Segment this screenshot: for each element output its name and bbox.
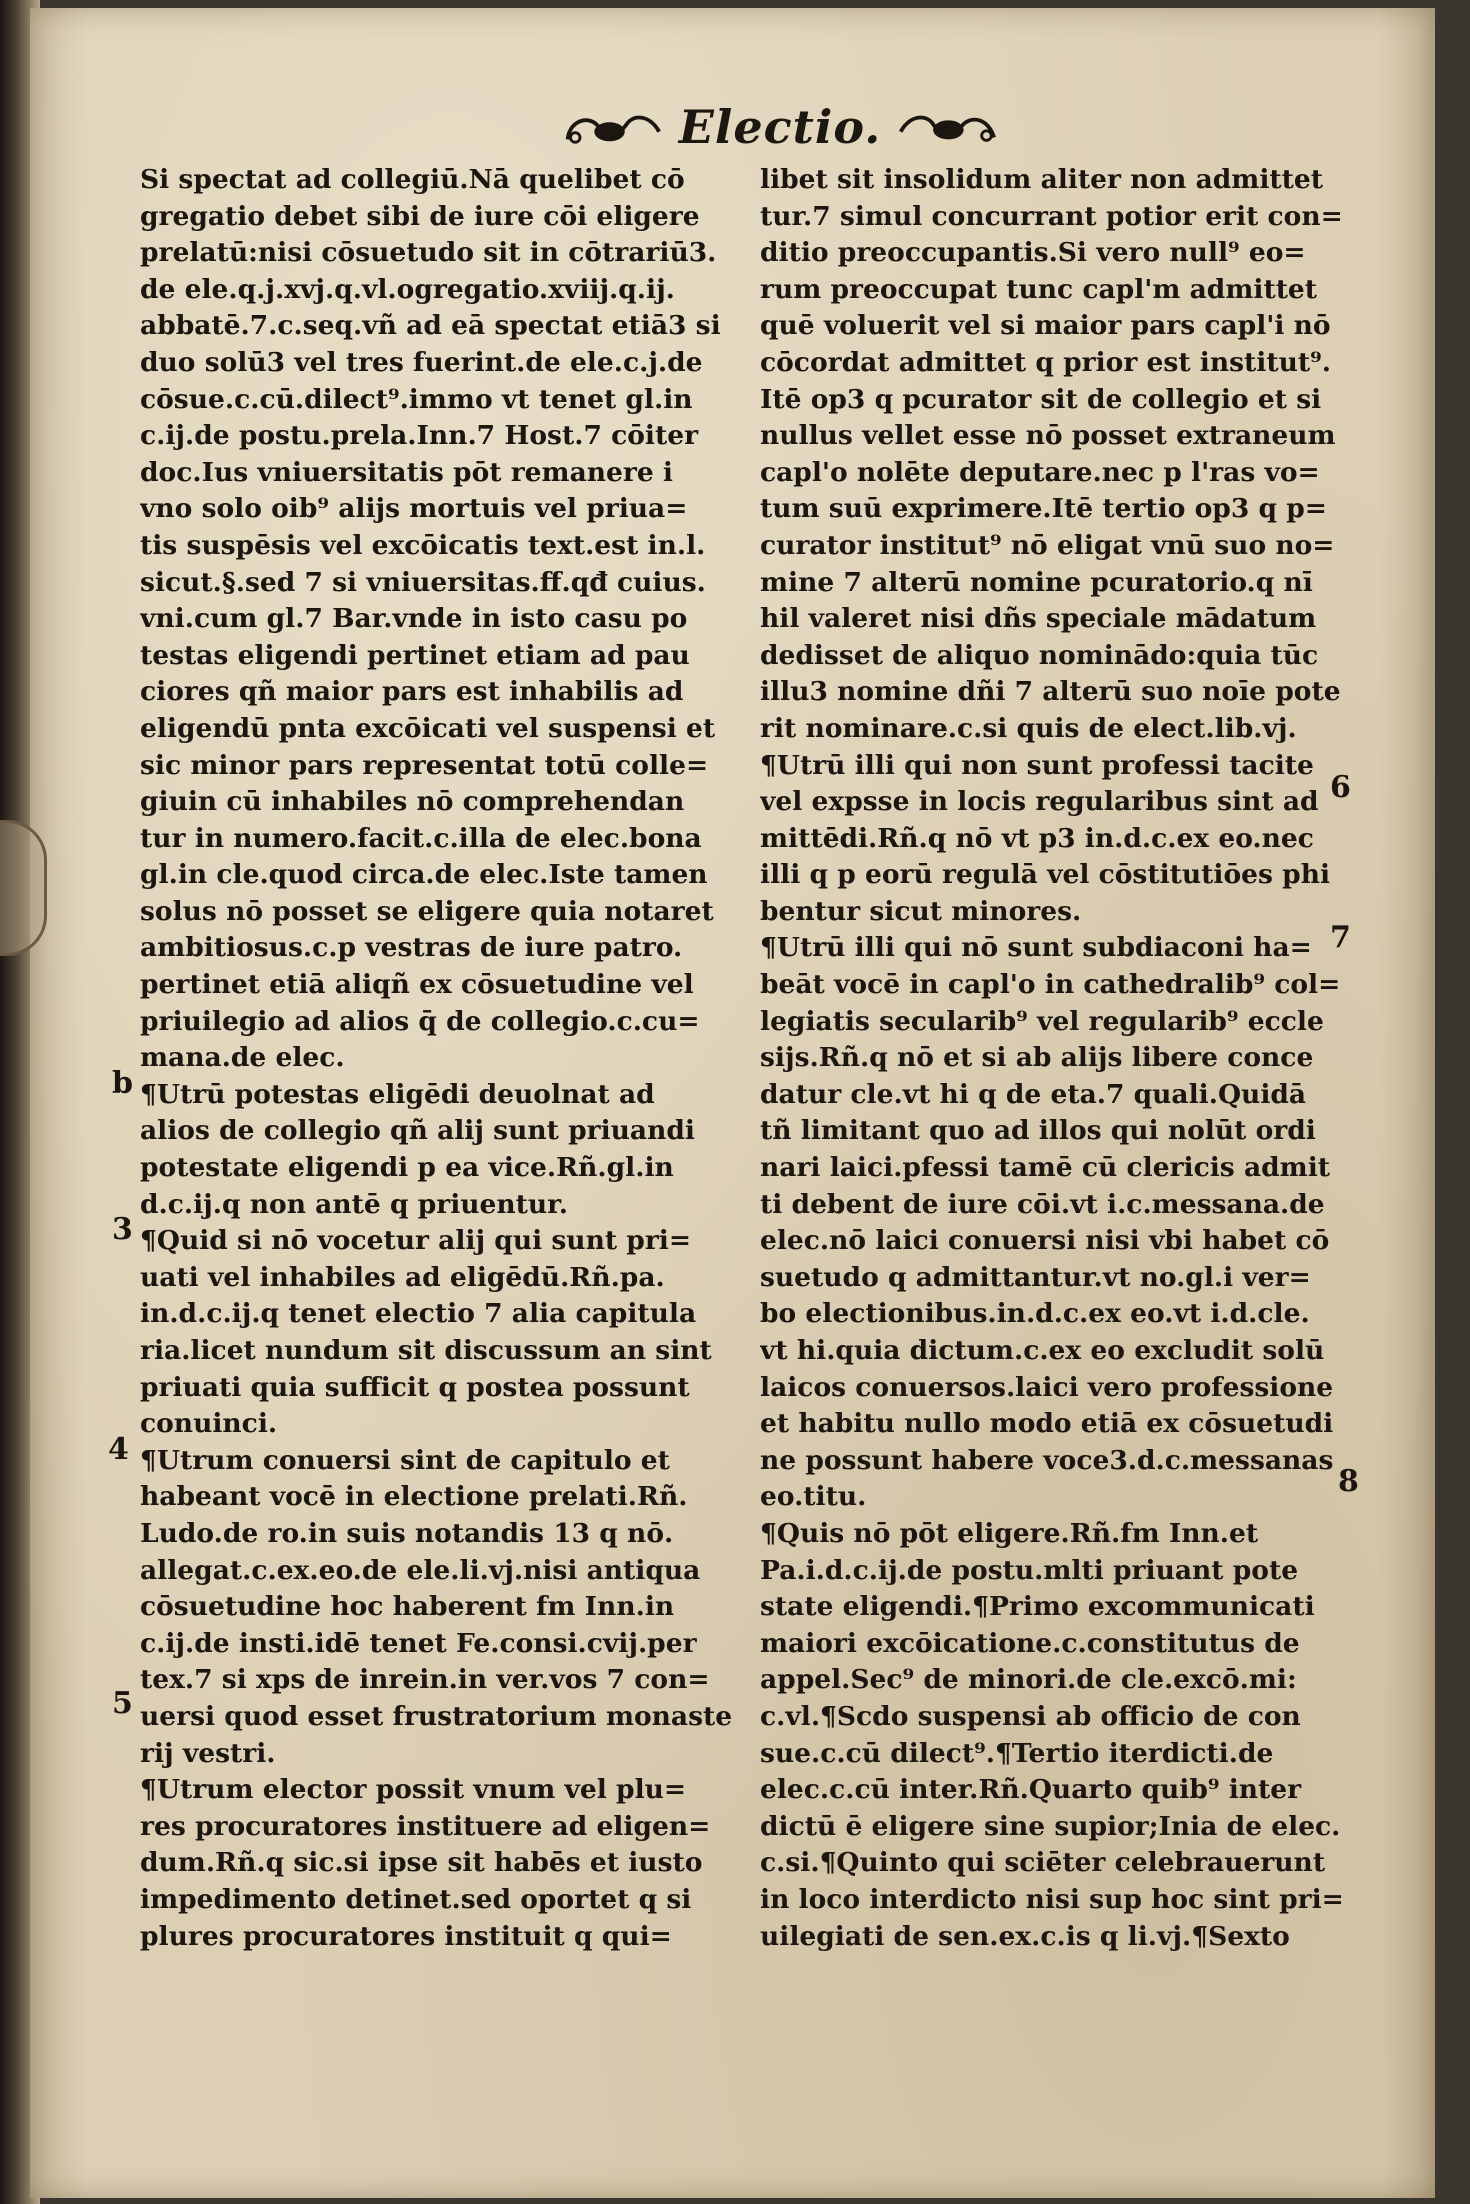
text-line: duo solū3 vel tres fuerint.de ele.c.j.de [140, 346, 703, 378]
text-line: ¶Utrū potestas eligēdi deuolnat ad [140, 1078, 655, 1110]
text-line: et habitu nullo modo etiā ex cōsuetudi [760, 1408, 1334, 1440]
text-line: elec.c.cū inter.Rñ.Quarto quib⁹ inter [760, 1774, 1302, 1806]
text-line: ¶Utrum elector possit vnum vel plu= [140, 1774, 687, 1806]
text-line: Ludo.de ro.in suis notandis 13 q nō. [140, 1517, 674, 1549]
text-line: ne possunt habere voce3.d.c.messanas [760, 1444, 1334, 1476]
text-line: state eligendi.¶Primo excommunicati [760, 1591, 1315, 1623]
text-line: mana.de elec. [140, 1042, 345, 1074]
text-line: Si spectat ad collegiū.Nā quelibet cō [140, 164, 685, 195]
text-line: ¶Utrū illi qui non sunt professi tacite [760, 749, 1314, 781]
text-line: de ele.q.j.xvj.q.vl.ogregatio.xviij.q.ij. [140, 273, 675, 305]
text-line: dum.Rñ.q sic.si ipse sit habēs et iusto [140, 1847, 703, 1879]
text-line: Itē op3 q pcurator sit de collegio et si [760, 383, 1322, 415]
text-line: tum suū exprimere.Itē tertio op3 q p= [760, 493, 1327, 525]
text-line: ambitiosus.c.p vestras de iure patro. [140, 932, 683, 964]
text-line: ditio preoccupantis.Si vero null⁹ eo= [760, 237, 1306, 269]
text-line: capl'o nolēte deputare.nec p l'ras vo= [760, 456, 1320, 488]
text-line: maiori excōicatione.c.constitutus de [760, 1627, 1300, 1659]
text-line: uati vel inhabiles ad eligēdū.Rñ.pa. [140, 1261, 665, 1293]
text-line: habeant vocē in electione prelati.Rñ. [140, 1481, 688, 1513]
text-line: ciores qñ maior pars est inhabilis ad [140, 676, 684, 708]
fleuron-right-icon [895, 102, 1000, 152]
text-line: elec.nō laici conuersi nisi vbi habet cō [760, 1225, 1330, 1257]
text-line: sicut.§.sed 7 si vniuersitas.ff.qđ cuius. [140, 566, 706, 598]
text-line: prelatū:nisi cōsuetudo sit in cōtrariū3. [140, 237, 717, 269]
text-line: priuati quia sufficit q postea possunt [140, 1371, 690, 1403]
text-line: ¶Quid si nō vocetur alij qui sunt pri= [140, 1225, 692, 1257]
text-line: potestate eligendi p ea vice.Rñ.gl.in [140, 1152, 674, 1184]
fleuron-left-icon [560, 102, 665, 152]
book-clasp-mark [0, 820, 47, 956]
text-line: sijs.Rñ.q nō et si ab alijs libere conce [760, 1042, 1314, 1074]
text-line: eligendū pnta excōicati vel suspensi et [140, 712, 716, 744]
text-line: sic minor pars representat totū colle= [140, 749, 709, 781]
text-line: quē voluerit vel si maior pars capl'i nō [760, 310, 1331, 342]
text-line: appel.Sec⁹ de minori.de cle.excō.mi: [760, 1664, 1297, 1696]
text-line: beāt vocē in capl'o in cathedralib⁹ col= [760, 969, 1341, 1001]
text-line: bo electionibus.in.d.c.ex eo.vt i.d.cle. [760, 1298, 1310, 1330]
margin-mark: 8 [1338, 1464, 1359, 1499]
text-line: suetudo q admittantur.vt no.gl.i ver= [760, 1261, 1311, 1293]
text-line: ria.licet nundum sit discussum an sint [140, 1335, 712, 1366]
text-line: tis suspēsis vel excōicatis text.est in.l. [140, 529, 706, 561]
text-line: ¶Quis nō pōt eligere.Rñ.fm Inn.et [760, 1517, 1259, 1549]
text-line: dedisset de aliquo nominādo:quia tūc [760, 639, 1319, 671]
text-column-right [760, 162, 1360, 1955]
text-line: uersi quod esset frustratorium monaste [140, 1700, 733, 1732]
text-line: mine 7 alterū nomine pcuratorio.q nī [760, 566, 1313, 598]
text-line: abbatē.7.c.seq.vñ ad eā spectat etiā3 si [140, 310, 721, 342]
text-line: ti debent de iure cōi.vt i.c.messana.de [760, 1188, 1325, 1220]
text-line: ¶Utrum conuersi sint de capitulo et [140, 1444, 670, 1476]
margin-mark: 3 [112, 1212, 133, 1247]
text-line: in loco interdicto nisi sup hoc sint pri= [760, 1883, 1344, 1915]
text-line: doc.Ius vniuersitatis pōt remanere i [140, 456, 673, 488]
text-line: tñ limitant quo ad illos qui nolūt ordi [760, 1115, 1316, 1147]
margin-mark: 7 [1330, 920, 1351, 955]
text-line: illu3 nomine dñi 7 alterū suo noīe pote [760, 676, 1341, 708]
text-line: laicos conuersos.laici vero professione [760, 1371, 1334, 1403]
text-line: cōsue.c.cū.dilect⁹.immo vt tenet gl.in [140, 383, 693, 415]
text-line: res procuratores instituere ad eligen= [140, 1810, 711, 1842]
text-line: illi q p eorū regulā vel cōstitutiōes phi [760, 859, 1331, 891]
text-line: plures procuratores instituit q qui= [140, 1920, 672, 1952]
text-line: nari laici.pfessi tamē cū clericis admit [760, 1152, 1330, 1184]
text-line: sue.c.cū dilect⁹.¶Tertio iterdicti.de [760, 1737, 1274, 1769]
text-line: c.vl.¶Scdo suspensi ab officio de con [760, 1700, 1301, 1732]
text-line: vni.cum gl.7 Bar.vnde in isto casu po [140, 603, 688, 635]
text-line: tur.7 simul concurrant potior erit con= [760, 200, 1343, 232]
text-column-left [140, 162, 755, 1955]
text-line: rum preoccupat tunc capl'm admittet [760, 273, 1318, 305]
text-line: tur in numero.facit.c.illa de elec.bona [140, 822, 702, 854]
text-line: cōcordat admittet q prior est institut⁹. [760, 346, 1331, 378]
text-line: nullus vellet esse nō posset extraneum [760, 420, 1336, 452]
margin-mark: 4 [108, 1432, 129, 1467]
text-line: bentur sicut minores. [760, 895, 1082, 927]
text-line: gregatio debet sibi de iure cōi eligere [140, 200, 700, 232]
text-line: rij vestri. [140, 1737, 276, 1769]
text-line: dictū ē eligere sine supior;Inia de elec. [760, 1810, 1341, 1842]
text-line: d.c.ij.q non antē q priuentur. [140, 1188, 568, 1220]
running-head [560, 92, 1000, 162]
text-line: uilegiati de sen.ex.c.is q li.vj.¶Sexto [760, 1920, 1290, 1952]
text-line: ¶Utrū illi qui nō sunt subdiaconi ha= [760, 932, 1312, 964]
text-line: vt hi.quia dictum.c.ex eo excludit solū [760, 1335, 1325, 1366]
text-line: cōsuetudine hoc haberent fm Inn.in [140, 1591, 675, 1623]
text-line: tex.7 si xps de inrein.in ver.vos 7 con= [140, 1664, 710, 1696]
text-line: giuin cū inhabiles nō comprehendan [140, 786, 685, 818]
text-line: rit nominare.c.si quis de elect.lib.vj. [760, 712, 1297, 744]
text-line: Pa.i.d.c.ij.de postu.mlti priuant pote [760, 1554, 1299, 1586]
text-line: c.ij.de insti.idē tenet Fe.consi.cvij.per [140, 1627, 697, 1659]
text-line: testas eligendi pertinet etiam ad pau [140, 639, 690, 671]
text-line: hil valeret nisi dñs speciale mādatum [760, 603, 1317, 635]
text-line: mittēdi.Rñ.q nō vt p3 in.d.c.ex eo.nec [760, 822, 1314, 854]
running-head-title: Electio. [678, 100, 882, 154]
text-line: solus nō posset se eligere quia notaret [140, 895, 714, 927]
margin-mark: 5 [112, 1686, 133, 1721]
text-line: gl.in cle.quod circa.de elec.Iste tamen [140, 859, 708, 891]
text-line: allegat.c.ex.eo.de ele.li.vj.nisi antiqua [140, 1554, 701, 1586]
text-line: alios de collegio qñ alij sunt priuandi [140, 1115, 695, 1147]
text-line: in.d.c.ij.q tenet electio 7 alia capitula [140, 1298, 697, 1330]
text-line: eo.titu. [760, 1481, 867, 1513]
text-line: vel expsse in locis regularibus sint ad [760, 786, 1319, 818]
text-line: legiatis secularib⁹ vel regularib⁹ eccle [760, 1005, 1324, 1037]
text-line: priuilegio ad alios q̄ de collegio.c.cu= [140, 1005, 700, 1037]
text-line: impedimento detinet.sed oportet q si [140, 1883, 692, 1915]
text-line: datur cle.vt hi q de eta.7 quali.Quidā [760, 1078, 1307, 1110]
text-line: pertinet etiā aliqñ ex cōsuetudine vel [140, 969, 694, 1001]
text-line: c.ij.de postu.prela.Inn.7 Host.7 cōiter [140, 420, 699, 452]
text-line: curator institut⁹ nō eligat vnū suo no= [760, 529, 1335, 561]
margin-mark: 6 [1330, 770, 1351, 805]
text-line: vno solo oib⁹ alijs mortuis vel priua= [140, 493, 688, 525]
margin-mark: b [112, 1066, 133, 1101]
text-line: conuinci. [140, 1408, 278, 1440]
text-line: libet sit insolidum aliter non admittet [760, 164, 1323, 195]
text-line: c.si.¶Quinto qui sciēter celebrauerunt [760, 1847, 1326, 1879]
